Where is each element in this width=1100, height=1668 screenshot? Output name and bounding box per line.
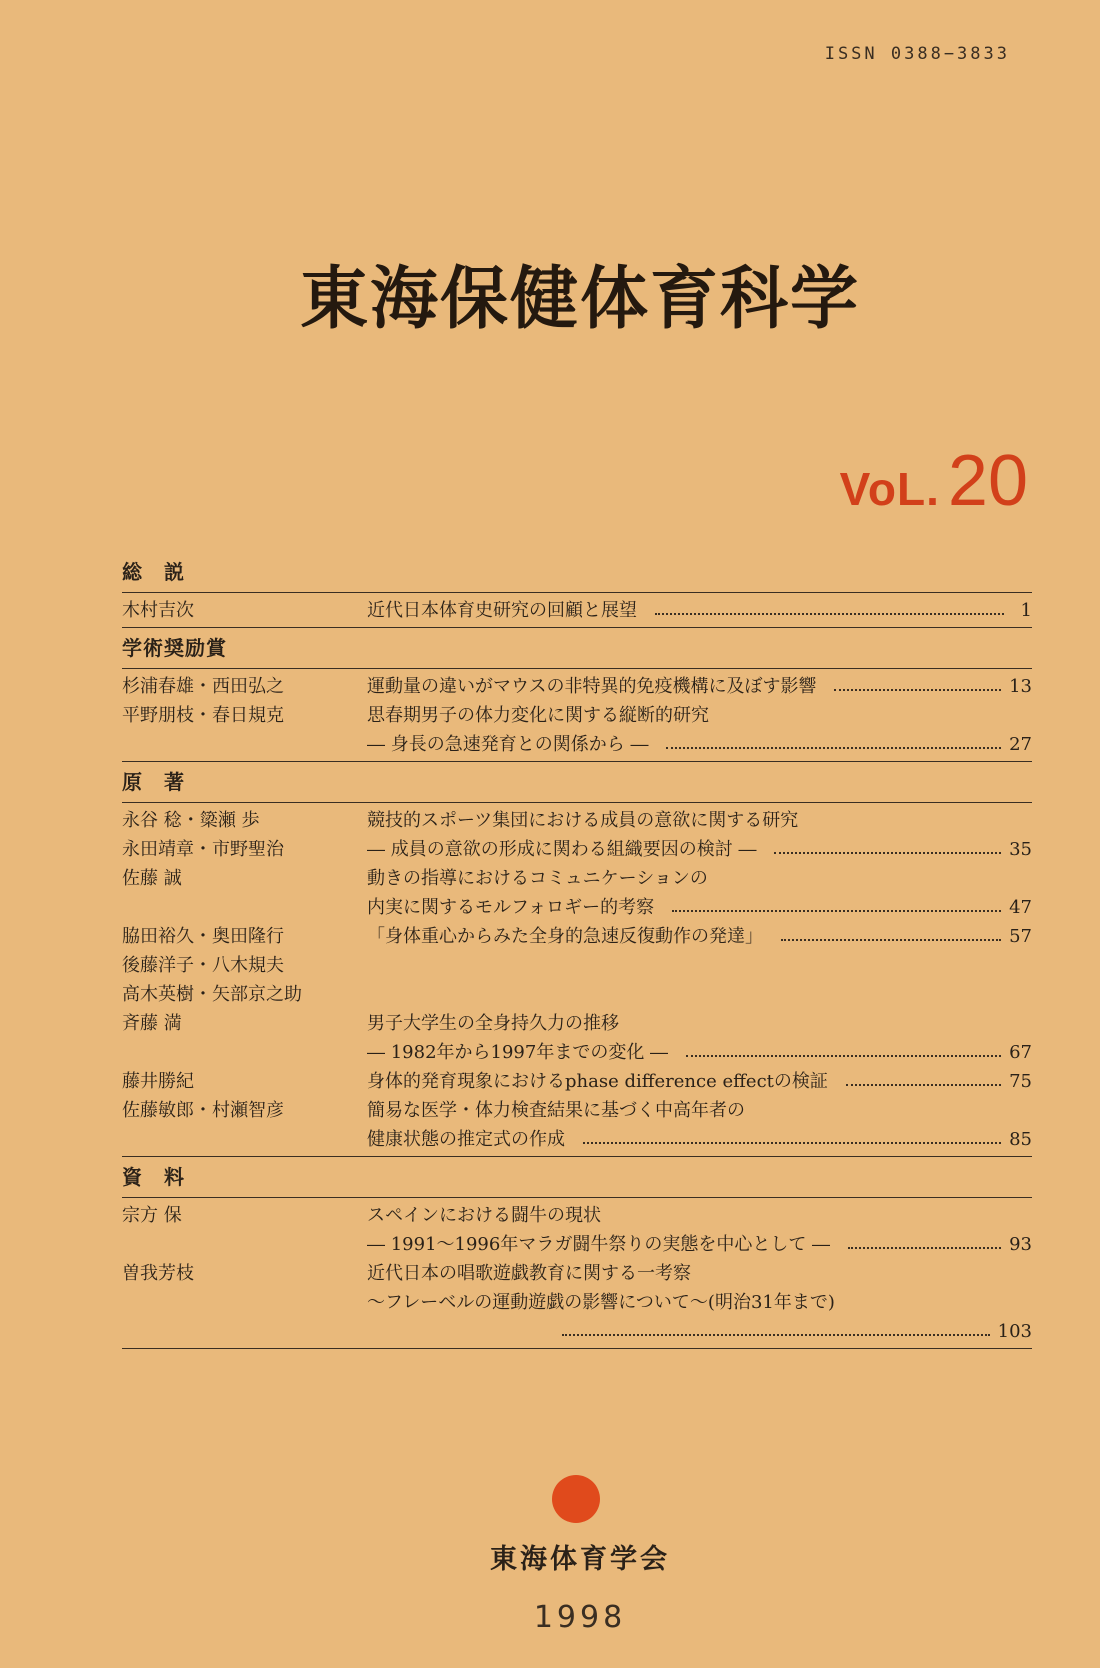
- toc-row: [122, 864, 1032, 893]
- toc-title: 身体的発育現象におけるphase difference effectの検証: [367, 1071, 828, 1092]
- leader-dots: [655, 613, 1004, 615]
- section-heading: 資料: [122, 1157, 1032, 1198]
- toc-title: 近代日本体育史研究の回顧と展望: [367, 600, 637, 621]
- toc-title-line: [367, 893, 1032, 922]
- leader-dots: [562, 1334, 990, 1336]
- toc-author: 木村吉次: [122, 600, 194, 621]
- toc-title: 思春期男子の体力変化に関する縦断的研究: [367, 705, 709, 726]
- section-entries: [122, 803, 1032, 1157]
- toc-row: [122, 951, 1032, 980]
- toc-title-line: [367, 864, 1032, 893]
- toc-title-line: [367, 1009, 1032, 1038]
- leader-dots: [834, 689, 1001, 691]
- toc-page-number: 93: [1009, 1234, 1032, 1255]
- volume-label: [840, 440, 1028, 522]
- toc-title: ― 身長の急速発育との関係から ―: [367, 734, 649, 755]
- toc-title: ～フレーベルの運動遊戯の影響について～(明治31年まで): [367, 1292, 835, 1313]
- toc-title: 内実に関するモルフォロギー的考察: [367, 897, 655, 918]
- publication-year: 1998: [533, 1600, 627, 1635]
- toc-author: 永田靖章・市野聖治: [122, 839, 284, 860]
- toc-row: [122, 596, 1032, 625]
- toc-row: [122, 1201, 1032, 1230]
- toc-title: 動きの指導におけるコミュニケーションの: [367, 868, 708, 889]
- toc-title-line: [367, 1067, 1032, 1096]
- toc-row: [122, 1009, 1032, 1038]
- toc-row: [122, 835, 1032, 864]
- toc-row: [122, 1230, 1032, 1259]
- toc-title: ― 成員の意欲の形成に関わる組織要因の検討 ―: [367, 839, 757, 860]
- society-logo-dot-icon: [552, 1475, 600, 1523]
- publisher-name: 東海体育学会: [490, 1544, 670, 1575]
- toc-author: 斉藤 満: [122, 1013, 182, 1034]
- toc-row: [122, 1259, 1032, 1288]
- toc-author: 後藤洋子・八木規夫: [122, 955, 284, 976]
- toc-row: [122, 1125, 1032, 1154]
- toc-row: [122, 730, 1032, 759]
- toc-title: 簡易な医学・体力検査結果に基づく中高年者の: [367, 1100, 745, 1121]
- toc-title-line: [367, 1201, 1032, 1230]
- toc-author: 杉浦春雄・西田弘之: [122, 676, 284, 697]
- section-entries: [122, 1198, 1032, 1349]
- toc-author: 高木英樹・矢部京之助: [122, 984, 302, 1005]
- section-entries: [122, 593, 1032, 628]
- section-entries: [122, 669, 1032, 762]
- leader-dots: [846, 1084, 1001, 1086]
- leader-dots: [583, 1142, 1001, 1144]
- toc-author: 永谷 稔・簗瀬 歩: [122, 810, 260, 831]
- toc-row: [122, 1096, 1032, 1125]
- table-of-contents: [122, 552, 1032, 1349]
- toc-title-line: [367, 1230, 1032, 1259]
- toc-page-number: 13: [1009, 676, 1032, 697]
- toc-page-number: 35: [1009, 839, 1032, 860]
- toc-page-number: 85: [1009, 1129, 1032, 1150]
- toc-title-line: [367, 672, 1032, 701]
- toc-page-number: 57: [1009, 926, 1032, 947]
- toc-row: [122, 1288, 1032, 1317]
- toc-title: 健康状態の推定式の作成: [367, 1129, 565, 1150]
- toc-title: 近代日本の唱歌遊戯教育に関する一考察: [367, 1263, 691, 1284]
- toc-row: [122, 893, 1032, 922]
- toc-author: 藤井勝紀: [122, 1071, 194, 1092]
- leader-dots: [781, 939, 1001, 941]
- toc-title: 「身体重心からみた全身的急速反復動作の発達」: [367, 926, 763, 947]
- toc-title-line: [367, 835, 1032, 864]
- toc-title: ― 1982年から1997年までの変化 ―: [367, 1042, 669, 1063]
- toc-title-line: [367, 701, 1032, 730]
- toc-row: [122, 980, 1032, 1009]
- leader-dots: [848, 1247, 1001, 1249]
- section-heading: 総説: [122, 552, 1032, 593]
- toc-page-number: 67: [1009, 1042, 1032, 1063]
- toc-row: [122, 701, 1032, 730]
- leader-dots: [672, 910, 1001, 912]
- toc-row: [122, 1067, 1032, 1096]
- toc-author: 曽我芳枝: [122, 1263, 194, 1284]
- section-heading: 学術奨励賞: [122, 628, 1032, 669]
- toc-page-number: 103: [997, 1321, 1032, 1342]
- toc-author: 宗方 保: [122, 1205, 182, 1226]
- journal-title: 東海保健体育科学: [299, 260, 860, 339]
- toc-title: 競技的スポーツ集団における成員の意欲に関する研究: [367, 810, 799, 831]
- toc-page-number: 27: [1009, 734, 1032, 755]
- toc-title-line: [367, 730, 1032, 759]
- leader-dots: [774, 852, 1001, 854]
- leader-dots: [686, 1055, 1001, 1057]
- toc-title-line: [562, 1317, 1032, 1346]
- toc-title-line: [367, 1288, 1032, 1317]
- toc-title-line: [367, 596, 1032, 625]
- toc-row: [122, 922, 1032, 951]
- toc-page-number: 47: [1009, 897, 1032, 918]
- toc-page-number: 1: [1020, 600, 1032, 621]
- toc-title: 男子大学生の全身持久力の推移: [367, 1013, 619, 1034]
- leader-dots: [666, 747, 1001, 749]
- section-heading: 原著: [122, 762, 1032, 803]
- toc-row: [122, 1038, 1032, 1067]
- toc-author: 佐藤敏郎・村瀬智彦: [122, 1100, 284, 1121]
- toc-title-line: [367, 922, 1032, 951]
- toc-author: 平野朋枝・春日規克: [122, 705, 284, 726]
- toc-title: スペインにおける闘牛の現状: [367, 1205, 601, 1226]
- toc-title-line: [367, 1125, 1032, 1154]
- toc-title-line: [367, 806, 1032, 835]
- toc-author: 佐藤 誠: [122, 868, 182, 889]
- volume-prefix: VoL.: [839, 463, 940, 515]
- toc-title-line: [367, 1259, 1032, 1288]
- toc-title-line: [367, 1038, 1032, 1067]
- toc-title: 運動量の違いがマウスの非特異的免疫機構に及ぼす影響: [367, 676, 817, 697]
- toc-author: 脇田裕久・奥田隆行: [122, 926, 284, 947]
- toc-page-number: 75: [1009, 1071, 1032, 1092]
- toc-row: [122, 672, 1032, 701]
- toc-title: ― 1991～1996年マラガ闘牛祭りの実態を中心として ―: [367, 1234, 831, 1255]
- issn: ISSN 0388−3833: [824, 44, 1010, 64]
- toc-row: [122, 1317, 1032, 1346]
- toc-row: [122, 806, 1032, 835]
- toc-title-line: [367, 1096, 1032, 1125]
- volume-number: 20: [947, 441, 1028, 521]
